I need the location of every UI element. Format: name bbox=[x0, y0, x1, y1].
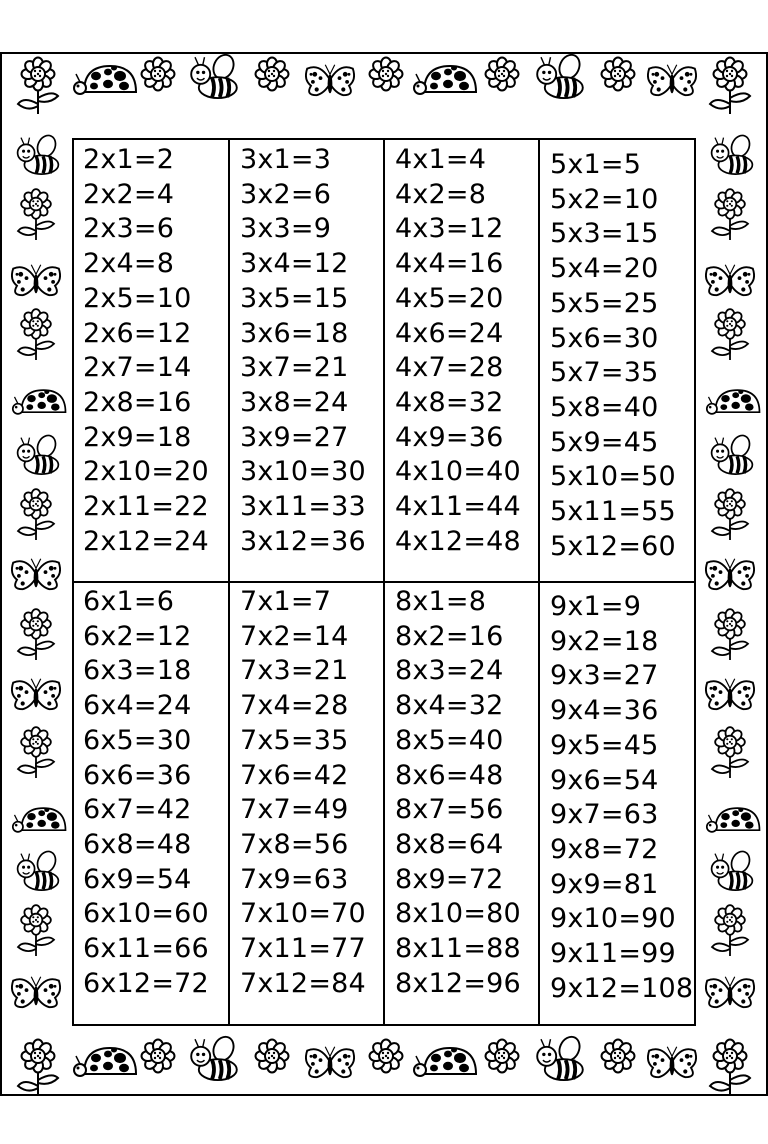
flower-icon bbox=[712, 905, 748, 956]
times-table-3 bbox=[229, 140, 384, 582]
times-table-2 bbox=[74, 140, 229, 582]
fact-line: 8x11=88 bbox=[395, 933, 521, 964]
butterfly-icon bbox=[12, 679, 60, 709]
fact-line: 7x8=56 bbox=[240, 828, 349, 860]
fact-line: 8x4=32 bbox=[395, 690, 504, 722]
bee-icon bbox=[18, 432, 59, 474]
fact-line: 9x5=45 bbox=[550, 729, 659, 761]
fact-line: 7x12=84 bbox=[240, 967, 366, 999]
fact-line: 2x12=24 bbox=[83, 525, 209, 557]
times-table-7 bbox=[229, 582, 384, 1024]
ladybug-icon bbox=[414, 1047, 476, 1076]
flower-icon bbox=[18, 1040, 58, 1097]
fact-line: 4x2=8 bbox=[395, 178, 487, 210]
flower-icon bbox=[712, 189, 748, 240]
fact-line: 6x8=48 bbox=[83, 828, 192, 860]
fact-line: 7x10=70 bbox=[240, 898, 366, 930]
fact-line: 5x7=35 bbox=[550, 357, 659, 389]
fact-line: 5x5=25 bbox=[550, 287, 659, 319]
fact-line: 6x11=66 bbox=[83, 933, 209, 964]
flower-icon bbox=[18, 727, 54, 778]
fact-line: 9x12=108 bbox=[550, 972, 694, 1004]
ladybug-icon bbox=[13, 808, 66, 832]
bee-icon bbox=[18, 132, 59, 174]
fact-line: 2x7=14 bbox=[83, 352, 192, 384]
flower-icon bbox=[256, 1040, 289, 1073]
flower-icon bbox=[370, 58, 403, 91]
fact-line: 2x10=20 bbox=[83, 456, 209, 488]
butterfly-icon bbox=[706, 265, 754, 295]
times-table-6 bbox=[74, 582, 229, 1024]
fact-line: 4x3=12 bbox=[395, 213, 504, 245]
fact-line: 7x3=21 bbox=[240, 655, 349, 687]
fact-line: 9x11=99 bbox=[550, 938, 676, 969]
fact-line: 9x9=81 bbox=[550, 868, 659, 900]
fact-line: 9x10=90 bbox=[550, 903, 676, 935]
fact-line: 6x5=30 bbox=[83, 724, 192, 756]
fact-line: 2x8=16 bbox=[83, 386, 192, 418]
bee-icon bbox=[191, 1033, 237, 1080]
fact-line: 3x9=27 bbox=[240, 421, 349, 453]
fact-line: 4x9=36 bbox=[395, 421, 504, 453]
fact-line: 4x10=40 bbox=[395, 456, 521, 488]
fact-line: 9x7=63 bbox=[550, 799, 659, 831]
fact-line: 9x2=18 bbox=[550, 625, 659, 657]
fact-line: 2x1=2 bbox=[83, 144, 175, 175]
bee-icon bbox=[712, 848, 753, 890]
fact-line: 3x7=21 bbox=[240, 352, 349, 384]
butterfly-icon bbox=[12, 559, 60, 589]
fact-line: 2x2=4 bbox=[83, 178, 175, 210]
fact-line: 3x12=36 bbox=[240, 525, 366, 557]
fact-line: 4x11=44 bbox=[395, 491, 521, 522]
bee-icon bbox=[191, 51, 237, 98]
fact-line: 6x12=72 bbox=[83, 967, 209, 999]
fact-line: 4x7=28 bbox=[395, 352, 504, 384]
fact-line: 5x4=20 bbox=[550, 253, 659, 285]
flower-icon bbox=[18, 609, 54, 660]
butterfly-icon bbox=[306, 65, 354, 95]
fact-line: 7x4=28 bbox=[240, 690, 349, 722]
flower-icon bbox=[712, 309, 748, 360]
flower-icon bbox=[712, 609, 748, 660]
fact-line: 3x5=15 bbox=[240, 282, 349, 314]
times-table-5 bbox=[539, 140, 694, 582]
butterfly-icon bbox=[706, 977, 754, 1007]
fact-line: 9x1=9 bbox=[550, 591, 642, 622]
bee-icon bbox=[537, 51, 583, 98]
fact-line: 3x1=3 bbox=[240, 144, 332, 175]
fact-line: 5x12=60 bbox=[550, 530, 676, 562]
butterfly-icon bbox=[12, 977, 60, 1007]
butterfly-icon bbox=[648, 1047, 696, 1077]
butterfly-icon bbox=[12, 265, 60, 295]
fact-line: 5x2=10 bbox=[550, 183, 659, 215]
flower-icon bbox=[370, 1040, 403, 1073]
fact-line: 9x4=36 bbox=[550, 695, 659, 727]
fact-line: 8x8=64 bbox=[395, 828, 504, 860]
fact-line: 3x8=24 bbox=[240, 386, 349, 418]
fact-line: 3x2=6 bbox=[240, 178, 332, 210]
fact-line: 2x6=12 bbox=[83, 317, 192, 349]
flower-icon bbox=[18, 309, 54, 360]
fact-line: 8x12=96 bbox=[395, 967, 521, 999]
bee-icon bbox=[18, 848, 59, 890]
fact-line: 4x6=24 bbox=[395, 317, 504, 349]
flower-icon bbox=[142, 58, 175, 91]
flower-icon bbox=[486, 58, 519, 91]
times-table-4 bbox=[384, 140, 539, 582]
fact-line: 4x4=16 bbox=[395, 248, 504, 280]
fact-line: 6x6=36 bbox=[83, 759, 192, 791]
fact-line: 8x6=48 bbox=[395, 759, 504, 791]
ladybug-icon bbox=[707, 390, 760, 414]
fact-line: 6x4=24 bbox=[83, 690, 192, 722]
flower-icon bbox=[256, 58, 289, 91]
fact-line: 3x11=33 bbox=[240, 491, 366, 522]
fact-line: 2x3=6 bbox=[83, 213, 175, 245]
butterfly-icon bbox=[648, 65, 696, 95]
fact-line: 9x8=72 bbox=[550, 833, 659, 865]
ladybug-icon bbox=[74, 1047, 136, 1076]
fact-line: 7x11=77 bbox=[240, 933, 366, 964]
fact-line: 6x10=60 bbox=[83, 898, 209, 930]
fact-line: 7x9=63 bbox=[240, 863, 349, 895]
flower-icon bbox=[142, 1040, 175, 1073]
fact-line: 3x6=18 bbox=[240, 317, 349, 349]
flower-icon bbox=[486, 1040, 519, 1073]
fact-line: 8x7=56 bbox=[395, 794, 504, 826]
fact-line: 7x5=35 bbox=[240, 724, 349, 756]
times-table-9 bbox=[539, 582, 694, 1024]
fact-line: 6x1=6 bbox=[83, 586, 175, 617]
fact-line: 5x3=15 bbox=[550, 218, 659, 250]
fact-line: 7x1=7 bbox=[240, 586, 332, 617]
fact-line: 8x10=80 bbox=[395, 898, 521, 930]
ladybug-icon bbox=[707, 808, 760, 832]
flower-icon bbox=[18, 58, 58, 115]
fact-line: 5x8=40 bbox=[550, 391, 659, 423]
flower-icon bbox=[710, 1040, 750, 1097]
ladybug-icon bbox=[414, 65, 476, 94]
fact-line: 4x5=20 bbox=[395, 282, 504, 314]
bee-icon bbox=[537, 1033, 583, 1080]
ladybug-icon bbox=[74, 65, 136, 94]
fact-line: 6x2=12 bbox=[83, 620, 192, 652]
flower-icon bbox=[712, 489, 748, 540]
fact-line: 3x3=9 bbox=[240, 213, 332, 245]
ladybug-icon bbox=[13, 390, 66, 414]
flower-icon bbox=[602, 58, 635, 91]
fact-line: 9x3=27 bbox=[550, 660, 659, 692]
flower-icon bbox=[710, 58, 750, 115]
times-table-8 bbox=[384, 582, 539, 1024]
fact-line: 7x7=49 bbox=[240, 794, 349, 826]
fact-line: 5x10=50 bbox=[550, 461, 676, 493]
butterfly-icon bbox=[306, 1047, 354, 1077]
fact-line: 8x9=72 bbox=[395, 863, 504, 895]
flower-icon bbox=[602, 1040, 635, 1073]
fact-line: 5x11=55 bbox=[550, 496, 676, 527]
fact-line: 8x2=16 bbox=[395, 620, 504, 652]
fact-line: 5x9=45 bbox=[550, 426, 659, 458]
fact-line: 2x4=8 bbox=[83, 248, 175, 280]
fact-line: 4x1=4 bbox=[395, 144, 487, 175]
flower-icon bbox=[18, 905, 54, 956]
fact-line: 6x3=18 bbox=[83, 655, 192, 687]
fact-line: 2x5=10 bbox=[83, 282, 192, 314]
fact-line: 6x9=54 bbox=[83, 863, 192, 895]
fact-line: 6x7=42 bbox=[83, 794, 192, 826]
fact-line: 7x6=42 bbox=[240, 759, 349, 791]
fact-line: 4x12=48 bbox=[395, 525, 521, 557]
flower-icon bbox=[18, 489, 54, 540]
fact-line: 5x6=30 bbox=[550, 322, 659, 354]
flower-icon bbox=[712, 727, 748, 778]
fact-line: 8x3=24 bbox=[395, 655, 504, 687]
fact-line: 8x5=40 bbox=[395, 724, 504, 756]
fact-line: 2x11=22 bbox=[83, 491, 209, 522]
fact-line: 3x4=12 bbox=[240, 248, 349, 280]
multiplication-table-grid bbox=[72, 138, 696, 1026]
butterfly-icon bbox=[706, 559, 754, 589]
bee-icon bbox=[712, 132, 753, 174]
fact-line: 2x9=18 bbox=[83, 421, 192, 453]
fact-line: 4x8=32 bbox=[395, 386, 504, 418]
fact-line: 5x1=5 bbox=[550, 149, 642, 180]
fact-line: 9x6=54 bbox=[550, 764, 659, 796]
fact-line: 7x2=14 bbox=[240, 620, 349, 652]
flower-icon bbox=[18, 189, 54, 240]
butterfly-icon bbox=[706, 679, 754, 709]
fact-line: 8x1=8 bbox=[395, 586, 487, 617]
bee-icon bbox=[712, 432, 753, 474]
fact-line: 3x10=30 bbox=[240, 456, 366, 488]
